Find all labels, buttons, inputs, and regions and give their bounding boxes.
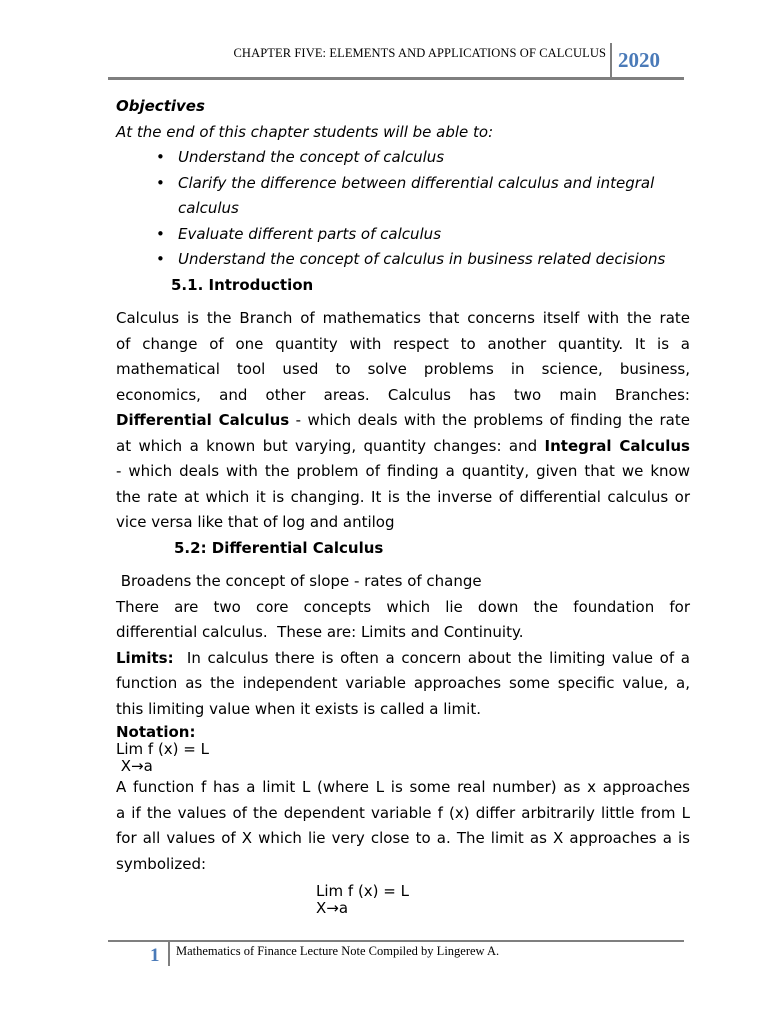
header-year: 2020 bbox=[618, 48, 660, 72]
term-differential-calculus: Differential Calculus bbox=[116, 411, 290, 429]
section-heading-differential-calculus: 5.2: Differential Calculus bbox=[174, 538, 384, 557]
paragraph-line: for all values of X which lie very close to a. The limit as X approaches a is bbox=[116, 829, 690, 847]
limit-formula: Lim f (x) = L bbox=[316, 882, 409, 900]
running-header-title: CHAPTER FIVE: ELEMENTS AND APPLICATIONS OF CALCULUS bbox=[233, 46, 606, 60]
paragraph-line: economics, and other areas. Calculus has two main Branches: bbox=[116, 385, 690, 404]
objective-item: • Evaluate different parts of calculus bbox=[116, 222, 690, 248]
objective-item-continued: calculus bbox=[178, 199, 239, 217]
footer-rule bbox=[108, 940, 684, 942]
paragraph-line: vice versa like that of log and antilog bbox=[116, 513, 395, 531]
page-number: 1 bbox=[150, 945, 160, 966]
paragraph-line: mathematical tool used to solve problems in science, business, bbox=[116, 360, 690, 378]
paragraph-line: this limiting value when it exists is called a limit. bbox=[116, 699, 481, 718]
paragraph-line: of change of one quantity with respect to another quantity. It is a bbox=[116, 334, 690, 353]
paragraph-line: Calculus is the Branch of mathematics that concerns itself with the rate bbox=[116, 309, 690, 327]
paragraph-line: - which deals with the problem of finding a quantity, given that we know bbox=[116, 462, 690, 480]
objective-item: • Clarify the difference between differential calculus and integral bbox=[116, 171, 690, 197]
footer-text: Mathematics of Finance Lecture Note Compiled by Lingerew A. bbox=[176, 944, 500, 958]
paragraph-line: symbolized: bbox=[116, 854, 207, 873]
bullet-icon: • bbox=[156, 173, 165, 192]
objective-item: • Understand the concept of calculus in business related decisions bbox=[116, 247, 690, 273]
paragraph-line: function as the independent variable approaches some specific value, a, bbox=[116, 674, 690, 692]
limit-formula-subscript: X→a bbox=[316, 899, 349, 917]
paragraph-line: Differential Calculus - which deals with the problems of finding the rate bbox=[116, 411, 690, 429]
objectives-intro: At the end of this chapter students will be able to: bbox=[116, 122, 494, 141]
term-limits: Limits: bbox=[116, 648, 174, 667]
bullet-icon: • bbox=[156, 224, 165, 243]
page-body bbox=[116, 94, 690, 917]
notation-subscript: X→a bbox=[116, 757, 153, 775]
section-subtitle: Broadens the concept of slope - rates of change bbox=[116, 572, 482, 590]
notation-label: Notation: bbox=[116, 723, 196, 741]
paragraph-line: A function f has a limit L (where L is some real number) as x approaches bbox=[116, 778, 690, 796]
footer-divider bbox=[168, 942, 170, 966]
section-heading-introduction: 5.1. Introduction bbox=[171, 275, 314, 294]
bullet-icon: • bbox=[156, 148, 165, 166]
paragraph-line: at which a known but varying, quantity changes: and Integral Calculus bbox=[116, 436, 690, 455]
paragraph-line: differential calculus. These are: Limits and Continuity. bbox=[116, 623, 524, 641]
term-integral-calculus: Integral Calculus bbox=[544, 436, 690, 455]
objective-item: • Understand the concept of calculus bbox=[116, 145, 690, 171]
notation-formula: Lim f (x) = L bbox=[116, 740, 209, 758]
objectives-heading: Objectives bbox=[116, 97, 205, 115]
paragraph-line: a if the values of the dependent variable f (x) differ arbitrarily little from L bbox=[116, 803, 690, 822]
paragraph-line: Limits: In calculus there is often a concern about the limiting value of a bbox=[116, 648, 690, 667]
header-rule bbox=[108, 77, 684, 80]
paragraph-line: There are two core concepts which lie down the foundation for bbox=[116, 597, 690, 616]
bullet-icon: • bbox=[156, 250, 165, 268]
paragraph-line: the rate at which it is changing. It is the inverse of differential calculus or bbox=[116, 487, 690, 506]
header-divider bbox=[610, 43, 612, 79]
